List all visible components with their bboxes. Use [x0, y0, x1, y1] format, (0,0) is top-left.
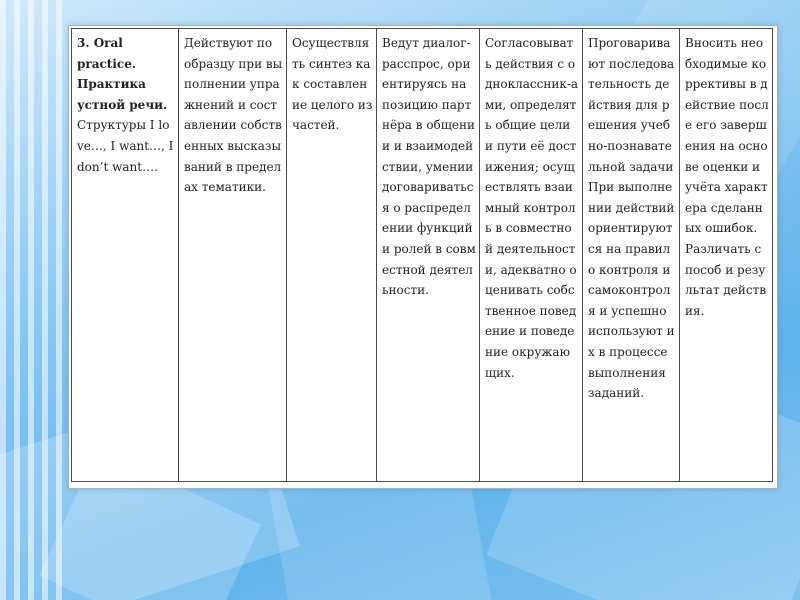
stage-title-line: устной речи. [77, 97, 168, 112]
stage-title-line: 3. Oral [77, 36, 123, 50]
stage-title-line: Практика [77, 77, 146, 92]
table-cell: Ведут диалог-расспрос, ориентируясь на позицию партнёра в общении и взаимодействии, умении договариваться о распределении функций и ролей в совместной деятельности. [377, 29, 480, 482]
stage-cell [72, 29, 179, 482]
table-cell: Согласовывать действия с одноклассник-ами, определять общие цели и пути её достижения; осуществлять взаимный контроль в совместной деятельности, адекватно оценивать собственное поведение и поведение окружающих. [480, 29, 583, 482]
stage-title-line: practice. [77, 56, 137, 71]
table-cell: Проговаривают последовательность действия для решения учебно-познавательной задачи При выполнении действий ориентируются на правило контроля и самоконтроля и успешно используют их в процессе выполнения заданий. [583, 29, 680, 482]
table-cell: Осуществлять синтез как составление целого из частей. [287, 29, 377, 482]
table-cell: Вносить необходимые коррективы в действие после его завершения на основе оценки и учёта характера сделанных ошибок. Различать способ и результат действия. [680, 29, 773, 482]
table-panel [68, 25, 778, 489]
lesson-table [71, 28, 773, 482]
stage-body: Структуры I love…, I want…, I don’t want…. [77, 118, 174, 174]
table-cell: Действуют по образцу при выполнении упражнений и составлении собственных высказываний в пределах тематики. [179, 29, 287, 482]
table-row [72, 29, 773, 482]
